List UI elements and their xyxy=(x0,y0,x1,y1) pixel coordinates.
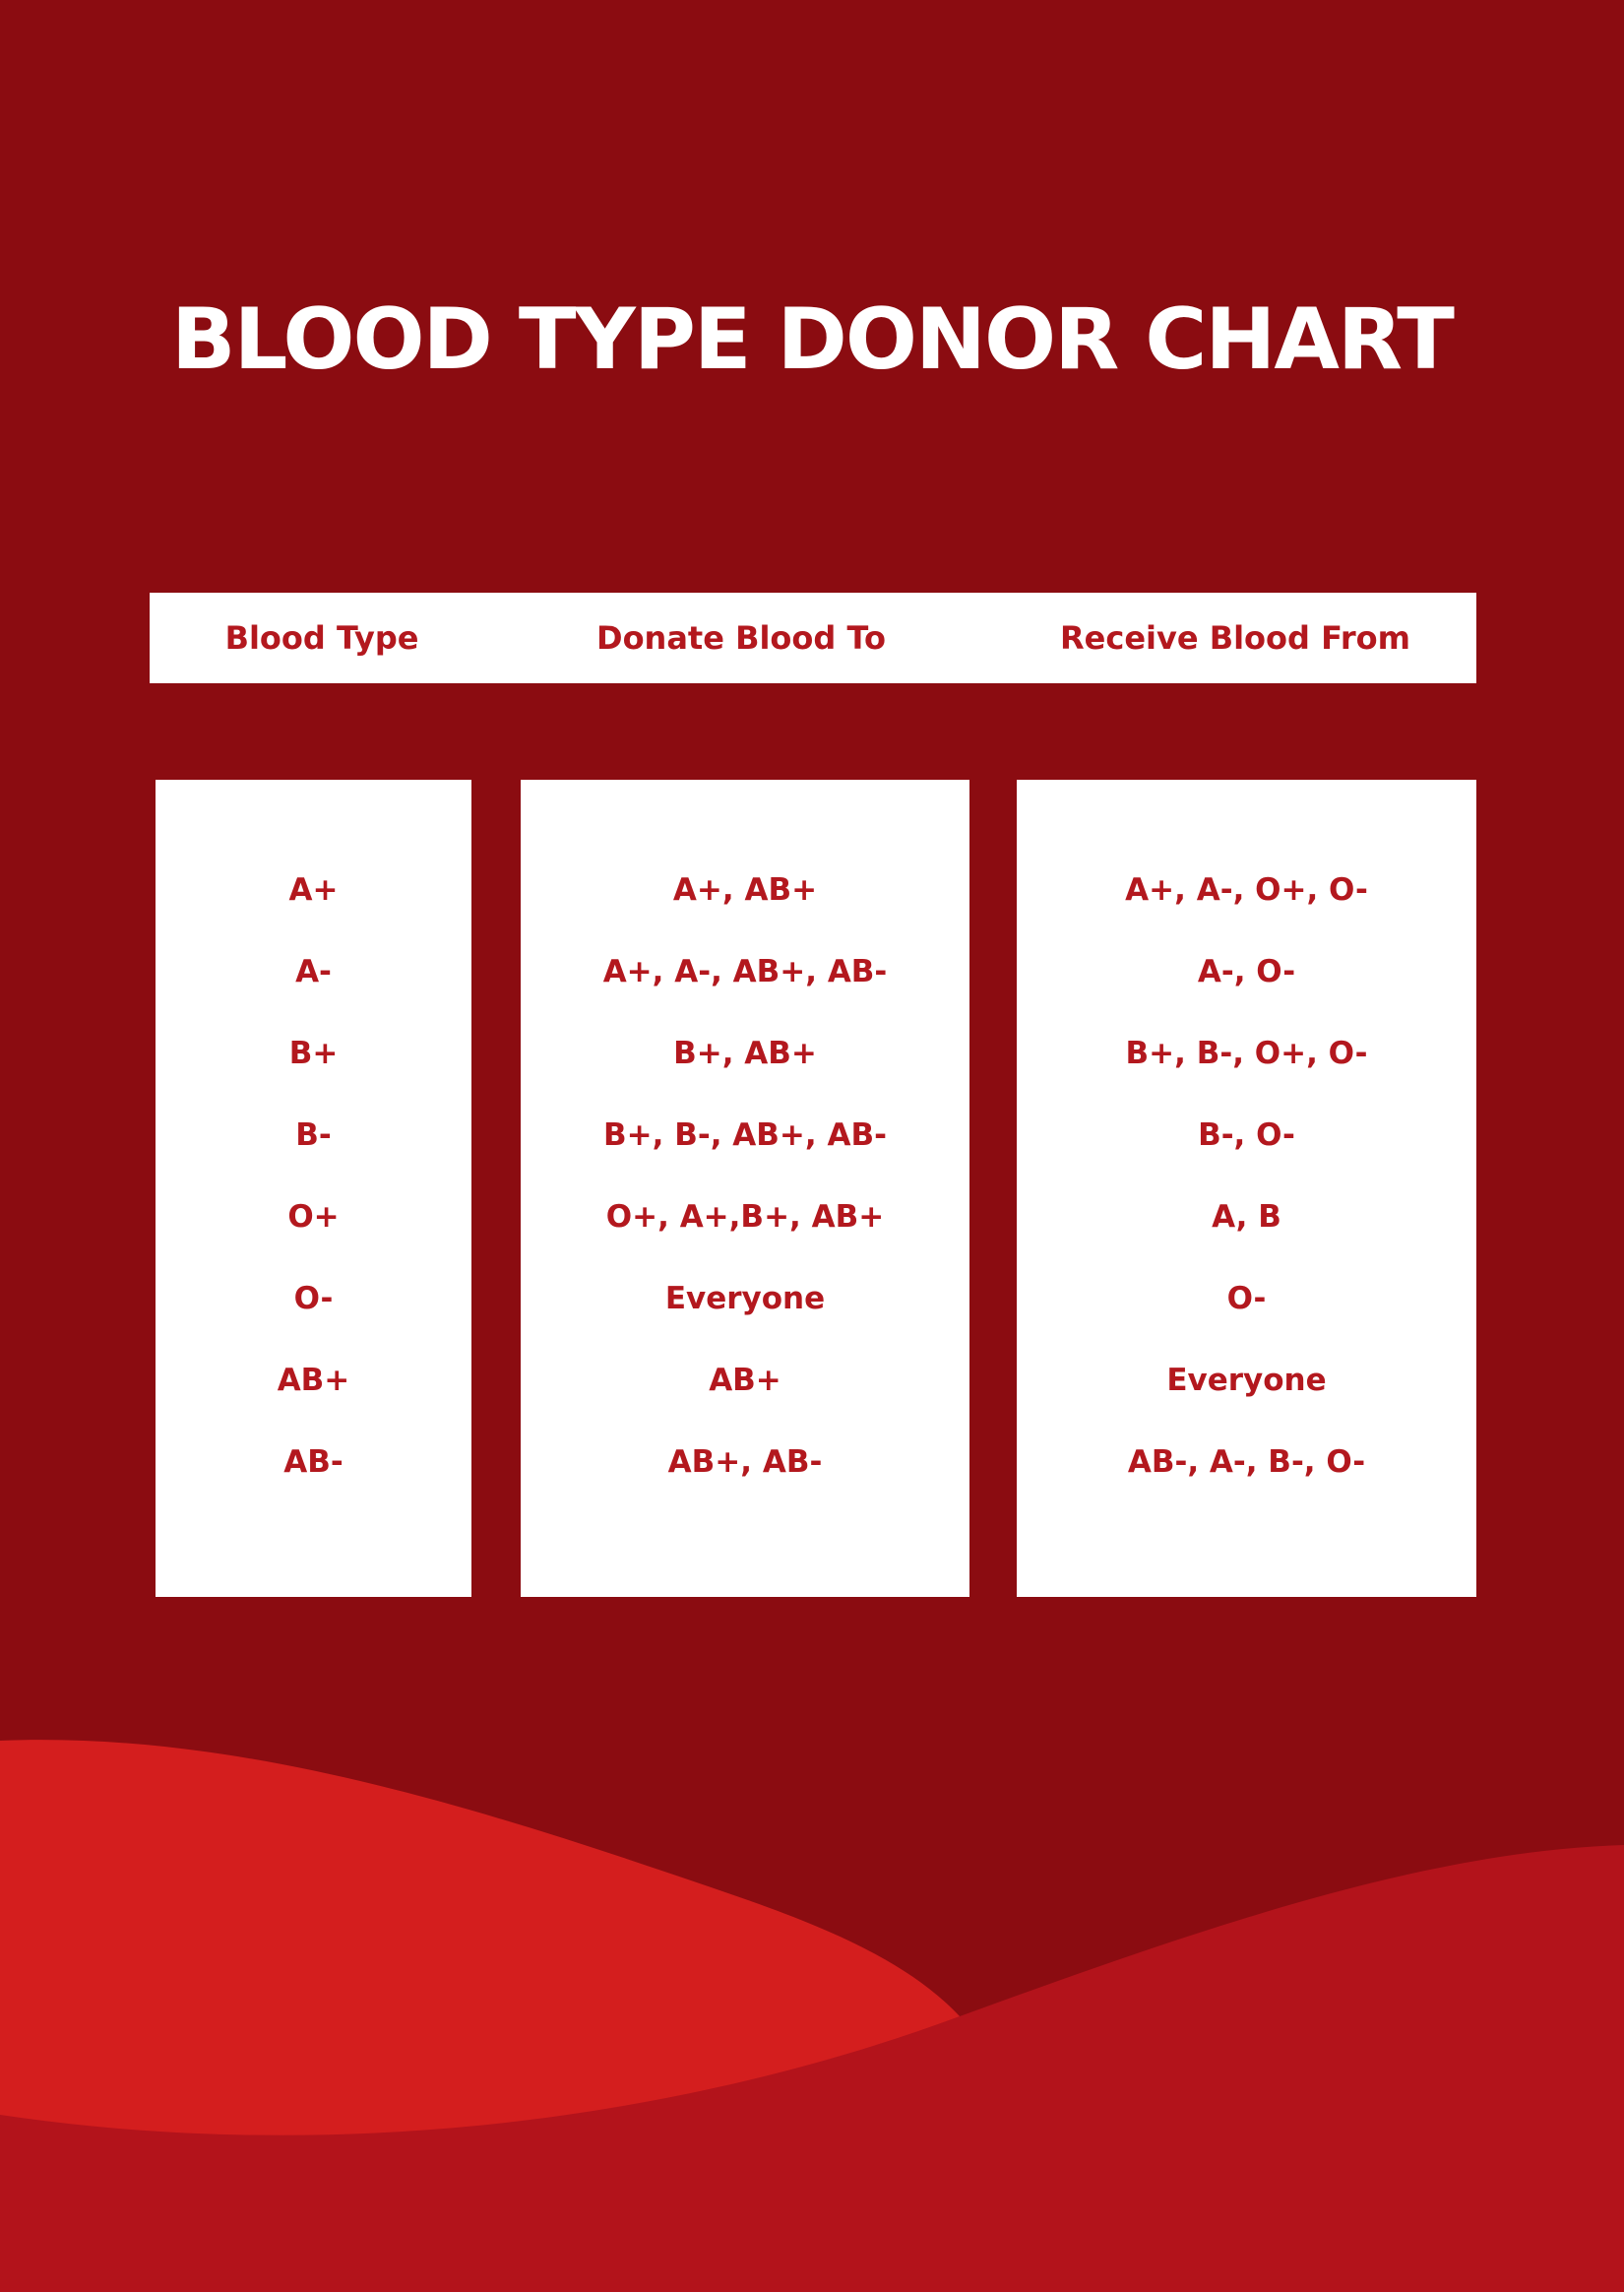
blood-type-column xyxy=(156,780,471,1597)
dark-red-wave xyxy=(0,1845,1624,2292)
list-item: AB+, AB- xyxy=(667,1444,823,1480)
receive-list xyxy=(1017,861,1476,1515)
list-item: B- xyxy=(295,1117,332,1153)
header-receive-blood-from: Receive Blood From xyxy=(1060,619,1410,657)
list-item: O+ xyxy=(287,1199,340,1235)
list-item: A+ xyxy=(288,872,339,908)
list-item: B-, O- xyxy=(1198,1117,1295,1153)
header-blood-type: Blood Type xyxy=(224,619,419,657)
list-item: A-, O- xyxy=(1197,954,1296,989)
list-item: Everyone xyxy=(1166,1363,1327,1398)
receive-blood-from-column xyxy=(1017,780,1476,1597)
blood-type-list xyxy=(156,861,471,1515)
list-item: O- xyxy=(1226,1281,1267,1316)
list-item: AB+ xyxy=(709,1363,781,1398)
header-donate-blood-to: Donate Blood To xyxy=(596,619,886,657)
list-item: Everyone xyxy=(664,1281,826,1316)
list-item: A- xyxy=(295,954,332,989)
list-item: A+, A-, AB+, AB- xyxy=(602,954,888,989)
list-item: O- xyxy=(293,1281,334,1316)
list-item: A, B xyxy=(1212,1199,1281,1235)
list-item: A+, AB+ xyxy=(672,872,818,908)
list-item: B+, B-, O+, O- xyxy=(1125,1036,1368,1071)
donate-list xyxy=(521,861,969,1515)
table-header-bar xyxy=(150,593,1476,683)
list-item: O+, A+,B+, AB+ xyxy=(605,1199,885,1235)
list-item: AB-, A-, B-, O- xyxy=(1127,1444,1366,1480)
list-item: A+, A-, O+, O- xyxy=(1125,872,1368,908)
list-item: AB+ xyxy=(277,1363,350,1398)
list-item: B+, B-, AB+, AB- xyxy=(603,1117,887,1153)
bright-red-wave xyxy=(0,1740,1624,2292)
list-item: B+, AB+ xyxy=(673,1036,817,1071)
list-item: AB- xyxy=(283,1444,344,1480)
donate-blood-to-column xyxy=(521,780,969,1597)
list-item: B+ xyxy=(288,1036,339,1071)
page-title: BLOOD TYPE DONOR CHART xyxy=(171,290,1453,389)
